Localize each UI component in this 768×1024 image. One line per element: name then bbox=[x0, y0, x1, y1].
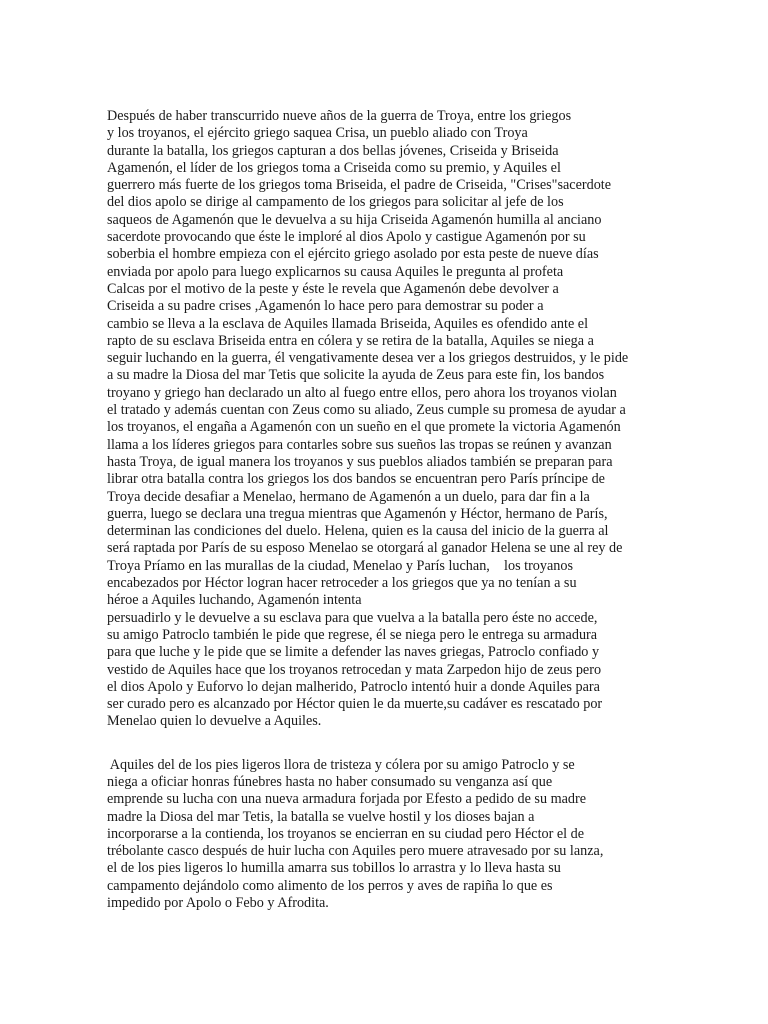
text-line: a su madre la Diosa del mar Tetis que solicite la ayuda de Zeus para este fin, los bandos bbox=[107, 367, 605, 384]
text-line: Después de haber transcurrido nueve años de la guerra de Troya, entre los griegos bbox=[107, 108, 572, 124]
text-line: hasta Troya, de igual manera los troyanos y sus pueblos aliados también se preparan para bbox=[107, 453, 613, 470]
paragraph-2 bbox=[107, 757, 667, 913]
text-line: determinan las condiciones del duelo. Helena, quien es la causa del inicio de la guerra al bbox=[107, 523, 609, 540]
text-line: rapto de su esclava Briseida entra en cólera y se retira de la batalla, Aquiles se niega a bbox=[107, 332, 594, 349]
text-line: incorporarse a la contienda, los troyanos se encierran en su ciudad pero Héctor el de bbox=[107, 825, 585, 842]
text-line: Aquiles del de los pies ligeros llora de tristeza y cólera por su amigo Patroclo y se bbox=[107, 756, 575, 773]
text-line: del dios apolo se dirige al campamento de los griegos para solicitar al jefe de los bbox=[107, 194, 564, 211]
text-line: el dios Apolo y Euforvo lo dejan malherido, Patroclo intentó huir a donde Aquiles para bbox=[107, 678, 600, 695]
text-line: Agamenón, el líder de los griegos toma a Criseida como su premio, y Aquiles el bbox=[107, 159, 561, 176]
text-line: será raptada por París de su esposo Menelao se otorgará al ganador Helena se une al rey de bbox=[107, 540, 623, 557]
text-line: enviada por apolo para luego explicarnos su causa Aquiles le pregunta al profeta bbox=[107, 263, 564, 280]
text-line: héroe a Aquiles luchando, Agamenón intenta bbox=[107, 592, 362, 609]
text-line: Troya Príamo en las murallas de la ciudad, Menelao y París luchan, los troyanos bbox=[107, 557, 573, 574]
text-line: vestido de Aquiles hace que los troyanos retrocedan y mata Zarpedon hijo de zeus pero bbox=[107, 661, 602, 678]
text-line: y los troyanos, el ejército griego saquea Crisa, un pueblo aliado con Troya bbox=[107, 125, 528, 142]
paragraph-1 bbox=[107, 108, 667, 731]
text-line: campamento dejándolo como alimento de los perros y aves de rapiña lo que es bbox=[107, 877, 553, 894]
text-line: Criseida a su padre crises ,Agamenón lo hace pero para demostrar su poder a bbox=[107, 298, 544, 315]
text-line: Menelao quien lo devuelve a Aquiles. bbox=[107, 713, 322, 730]
text-line: guerra, luego se declara una tregua mientras que Agamenón y Héctor, hermano de París, bbox=[107, 505, 608, 522]
text-line: el tratado y además cuentan con Zeus como su aliado, Zeus cumple su promesa de ayudar a bbox=[107, 402, 626, 419]
text-line: Troya decide desafiar a Menelao, hermano de Agamenón a un duelo, para dar fin a la bbox=[107, 488, 590, 505]
text-line: soberbia el hombre empieza con el ejército griego asolado por esta peste de nueve días bbox=[107, 246, 599, 263]
text-line: niega a oficiar honras fúnebres hasta no haber consumado su venganza así que bbox=[107, 773, 553, 790]
text-line: encabezados por Héctor logran hacer retroceder a los griegos que ya no tenían a su bbox=[107, 575, 577, 592]
text-line: saqueos de Agamenón que le devuelva a su hija Criseida Agamenón humilla al anciano bbox=[107, 211, 602, 228]
text-line: los troyanos, el engaña a Agamenón con un sueño en el que promete la victoria Agamenón bbox=[107, 419, 621, 436]
text-line: madre la Diosa del mar Tetis, la batalla se vuelve hostil y los dioses bajan a bbox=[107, 808, 535, 825]
text-line: librar otra batalla contra los griegos los dos bandos se encuentran pero París príncipe de bbox=[107, 471, 605, 488]
text-line: seguir luchando en la guerra, él vengativamente desea ver a los griegos destruidos, y le pide bbox=[107, 350, 629, 367]
text-line: guerrero más fuerte de los griegos toma Briseida, el padre de Criseida, "Crises"sacerdote bbox=[107, 177, 612, 194]
text-line: troyano y griego han declarado un alto al fuego entre ellos, pero ahora los troyanos violan bbox=[107, 384, 617, 401]
text-line: emprende su lucha con una nueva armadura forjada por Efesto a pedido de su madre bbox=[107, 791, 587, 808]
text-line: para que luche y le pide que se limite a defender las naves griegas, Patroclo confiado y bbox=[107, 644, 600, 661]
text-line: el de los pies ligeros lo humilla amarra sus tobillos lo arrastra y lo lleva hasta su bbox=[107, 860, 561, 877]
text-line: cambio se lleva a la esclava de Aquiles llamada Briseida, Aquiles es ofendido ante el bbox=[107, 315, 589, 332]
text-line: persuadirlo y le devuelve a su esclava para que vuelva a la batalla pero éste no accede, bbox=[107, 609, 598, 626]
paragraph-spacer bbox=[107, 731, 667, 757]
text-line: sacerdote provocando que éste le imploré al dios Apolo y castigue Agamenón por su bbox=[107, 229, 586, 246]
text-line: durante la batalla, los griegos capturan a dos bellas jóvenes, Criseida y Briseida bbox=[107, 142, 559, 159]
text-line: su amigo Patroclo también le pide que regrese, él se niega pero le entrega su armadura bbox=[107, 626, 598, 643]
document-page bbox=[107, 108, 667, 912]
text-line: llama a los líderes griegos para contarles sobre sus sueños las tropas se reúnen y avanzan bbox=[107, 436, 612, 453]
text-line: trébolante casco después de huir lucha con Aquiles pero muere atravesado por su lanza, bbox=[107, 843, 604, 860]
text-line: ser curado pero es alcanzado por Héctor quien le da muerte,su cadáver es rescatado por bbox=[107, 696, 603, 713]
text-line: Calcas por el motivo de la peste y éste le revela que Agamenón debe devolver a bbox=[107, 280, 559, 297]
text-line: impedido por Apolo o Febo y Afrodita. bbox=[107, 895, 329, 912]
